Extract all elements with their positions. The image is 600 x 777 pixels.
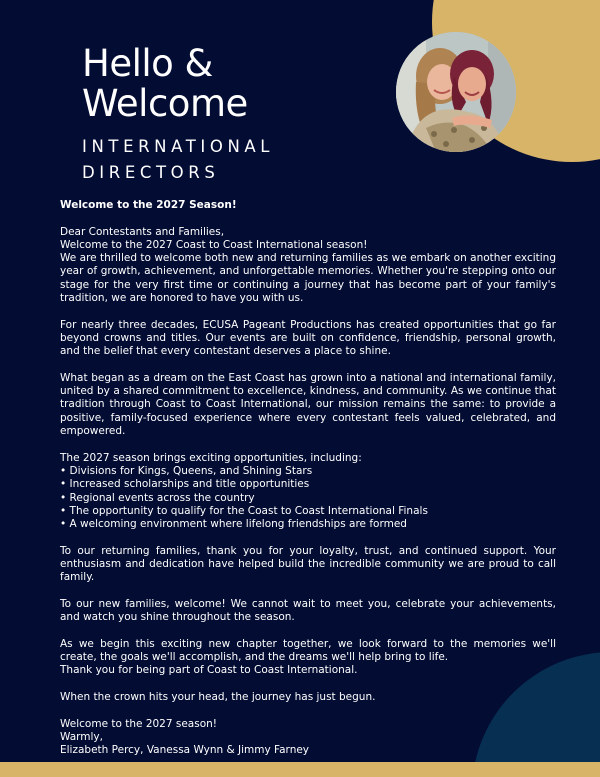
directors-photo-icon [396, 32, 516, 152]
paragraph-mission: What began as a dream on the East Coast has grown into a national and international family, united by a shared commitment to excellence, kindness, and community. As we continue that tradition through Coast to Coast International, our mission remains the same: to provide a positive, family-focused experience where every contestant feels valued, celebrated, and empowered. [60, 371, 556, 438]
subtitle-line-2: DIRECTORS [82, 163, 220, 182]
crown-line: When the crown hits your head, the journey has just begun. [60, 690, 376, 703]
letter-body [60, 199, 556, 757]
thanks-line: Thank you for being part of Coast to Coast International. [60, 664, 358, 677]
salutation: Dear Contestants and Families, [60, 225, 225, 238]
list-item: • Increased scholarships and title opportunities [60, 478, 556, 491]
paragraph-returning-families: To our returning families, thank you for your loyalty, trust, and continued support. Your enthusiasm and dedication have helped build the incredible community we are proud to call family. [60, 544, 556, 584]
paragraph-new-families: To our new families, welcome! We cannot wait to meet you, celebrate your achievements, and watch you shine throughout the season. [60, 597, 556, 624]
signoff: Warmly, [60, 730, 103, 743]
page-subtitle [82, 134, 274, 186]
intro-line: Welcome to the 2027 Coast to Coast International season! [60, 238, 368, 251]
list-item: • Regional events across the country [60, 492, 556, 505]
gold-footer-bar [0, 762, 600, 777]
list-intro: The 2027 season brings exciting opportunities, including: [60, 451, 362, 464]
title-line-1: Hello & [82, 42, 213, 85]
paragraph-history: For nearly three decades, ECUSA Pageant Productions has created opportunities that go far beyond crowns and titles. Our events are built on confidence, friendship, personal growth, and the belief that every contestant deserves a place to shine. [60, 318, 556, 358]
opportunities-list [60, 465, 556, 531]
title-line-2: Welcome [82, 82, 248, 125]
letter-heading: Welcome to the 2027 Season! [60, 199, 237, 211]
page-title [82, 44, 248, 124]
signature: Elizabeth Percy, Vanessa Wynn & Jimmy Farney [60, 744, 310, 757]
list-item: • The opportunity to qualify for the Coast to Coast International Finals [60, 505, 556, 518]
paragraph-new-chapter: As we begin this exciting new chapter together, we look forward to the memories we'll create, the goals we'll accomplish, and the dreams we'll help bring to life. [60, 637, 556, 664]
subtitle-line-1: INTERNATIONAL [82, 137, 275, 156]
list-item: • Divisions for Kings, Queens, and Shining Stars [60, 465, 556, 478]
list-item: • A welcoming environment where lifelong friendships are formed [60, 518, 556, 531]
intro-paragraph: We are thrilled to welcome both new and returning families as we embark on another exciting year of growth, achievement, and unforgettable memories. Whether you're stepping onto our stage for the very first time or continuing a journey that has become part of your family's tradition, we are honored to have you with us. [60, 252, 556, 305]
closing-line: Welcome to the 2027 season! [60, 717, 217, 730]
directors-photo [396, 32, 516, 152]
